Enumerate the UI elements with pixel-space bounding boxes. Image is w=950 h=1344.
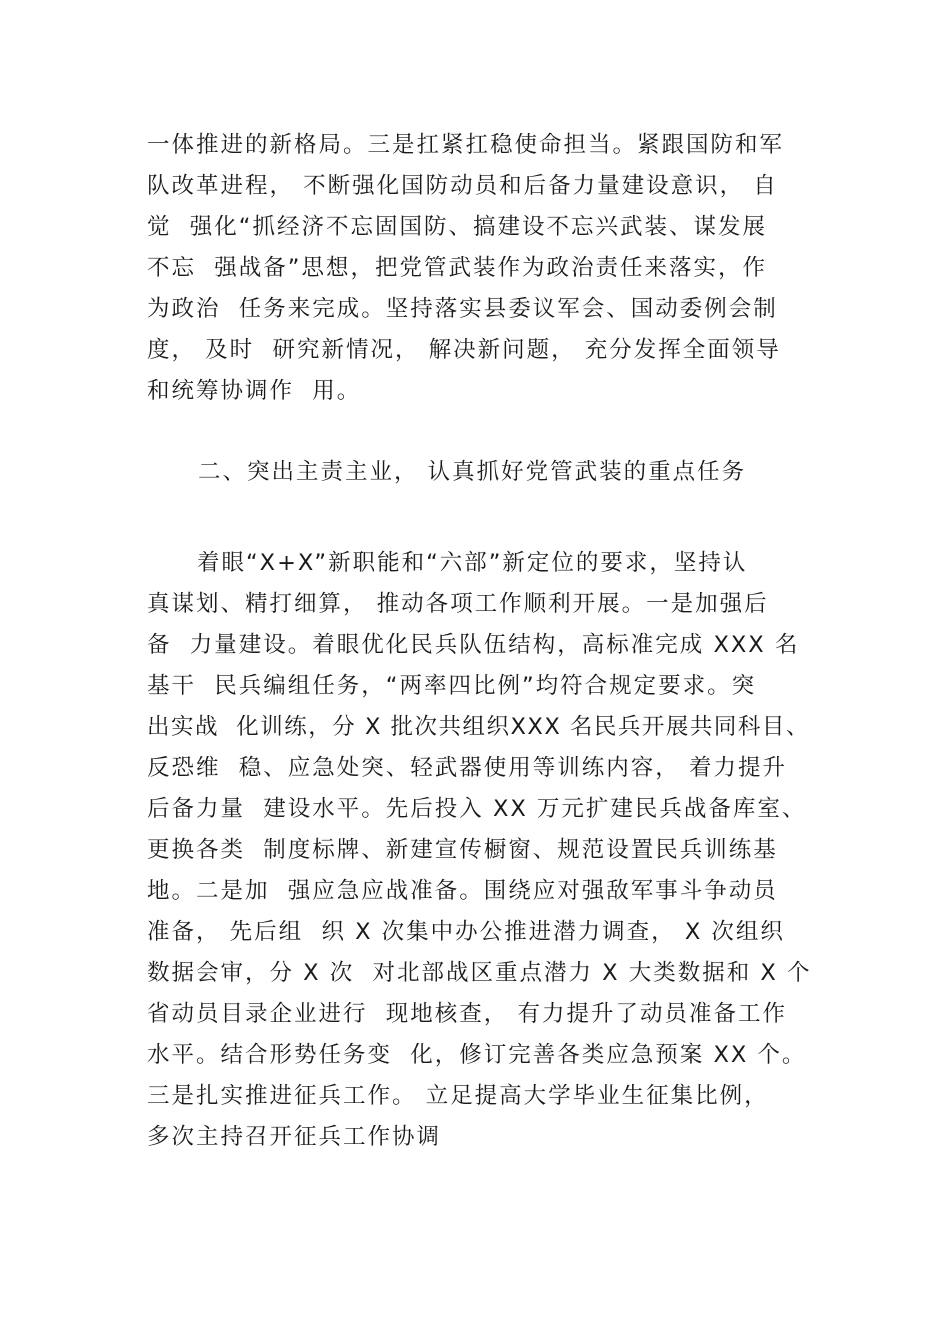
paragraph-line: 反恐维 稳、应急处突、轻武器使用等训练内容， 着力提升 [147, 755, 787, 781]
paragraph-line: 数据会审，分 X 次 对北部战区重点潜力 X 大类数据和 X 个 [147, 960, 812, 986]
paragraph-line: 地。二是加 强应急应战准备。围绕应对强敌军事斗争动员 [147, 878, 778, 904]
paragraph-line: 水平。结合形势任务变 化，修订完善各类应急预案 XX 个。 [147, 1042, 807, 1068]
paragraph-line: 省动员目录企业进行 现地核查， 有力提升了动员准备工作 [147, 1001, 787, 1027]
paragraph-line: 出实战 化训练，分 X 批次共组织XXX 名民兵开展共同科目、 [147, 714, 810, 740]
paragraph-line: 觉 强化“抓经济不忘固国防、搞建设不忘兴武装、谋发展 [147, 214, 767, 240]
paragraph-line: 多次主持召开征兵工作协调 [147, 1124, 442, 1150]
paragraph-line: 和统筹协调作 用。 [147, 378, 362, 404]
paragraph-line: 度， 及时 研究新情况， 解决新问题， 充分发挥全面领导 [147, 337, 781, 363]
paragraph-line: 着眼“X+X”新职能和“六部”新定位的要求，坚持认 [197, 550, 748, 576]
paragraph-line: 准备， 先后组 织 X 次集中办公推进潜力调查， X 次组织 [147, 919, 785, 945]
paragraph-line: 备 力量建设。着眼优化民兵队伍结构，高标准完成 XXX 名 [147, 632, 800, 658]
paragraph-line: 为政治 任务来完成。坚持落实县委议军会、国动委例会制 [147, 296, 778, 322]
paragraph-line: 三是扎实推进征兵工作。 立足提高大学毕业生征集比例， [147, 1083, 769, 1109]
section-heading: 二、突出主责主业， 认真抓好党管武装的重点任务 [198, 459, 747, 485]
paragraph-line: 更换各类 制度标牌、新建宣传橱窗、规范设置民兵训练基 [147, 837, 778, 863]
paragraph-line: 真谋划、精打细算， 推动各项工作顺利开展。一是加强后 [147, 591, 769, 617]
paragraph-line: 后备力量 建设水平。先后投入 XX 万元扩建民兵战备库室、 [147, 796, 807, 822]
paragraph-line: 队改革进程， 不断强化国防动员和后备力量建设意识， 自 [147, 173, 778, 199]
paragraph-line: 不忘 强战备”思想，把党管武装作为政治责任来落实，作 [147, 255, 767, 281]
paragraph-line: 基干 民兵编组任务，“两率四比例”均符合规定要求。突 [147, 673, 757, 699]
paragraph-line: 一体推进的新格局。三是扛紧扛稳使命担当。紧跟国防和军 [147, 132, 785, 158]
